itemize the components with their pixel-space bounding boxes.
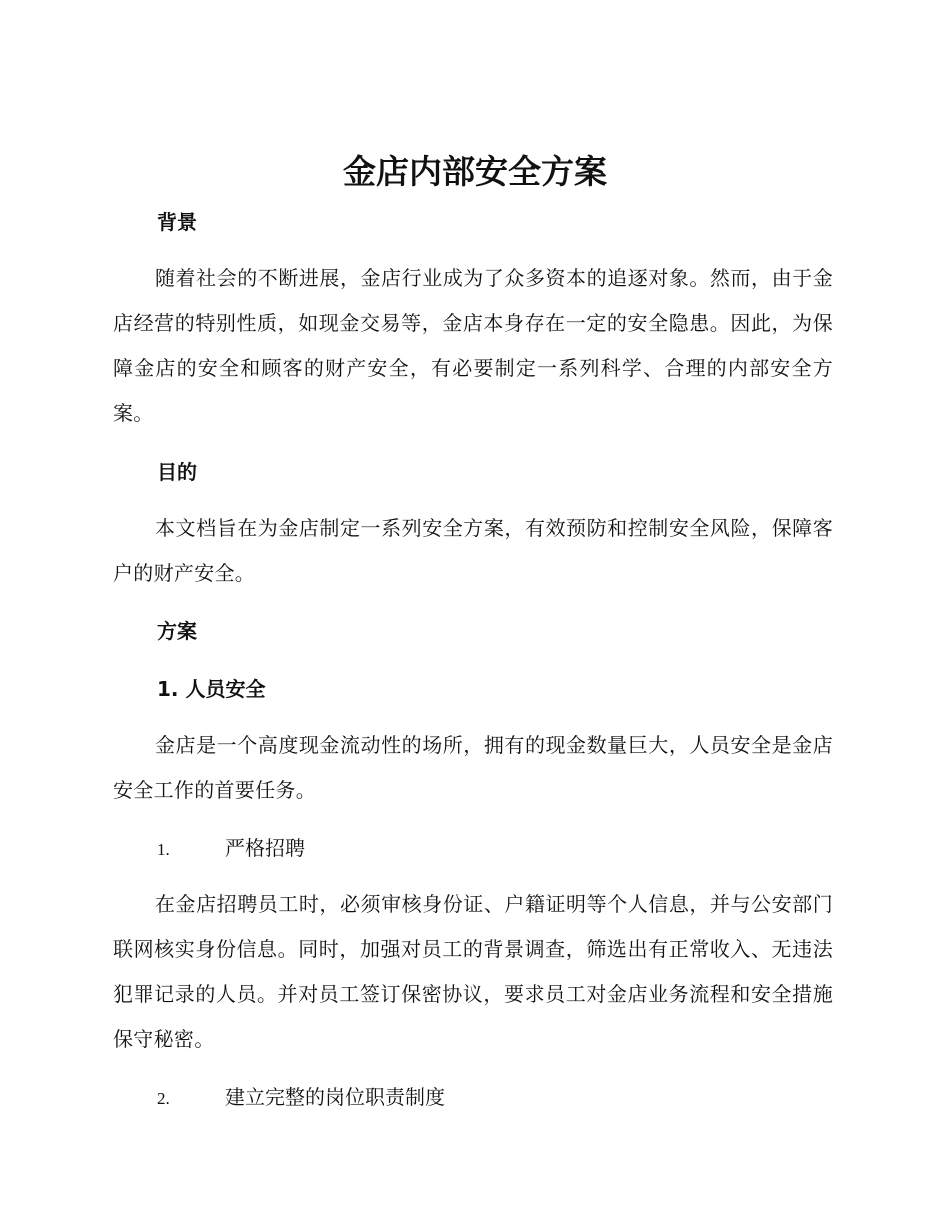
heading-plan: 方案 xyxy=(157,619,197,643)
list-item-strict-recruitment xyxy=(157,834,305,864)
paragraph-personnel-intro: 金店是一个高度现金流动性的场所，拥有的现金数量巨大，人员安全是金店安全工作的首要任务。 xyxy=(113,733,833,802)
list-item-number: 1. xyxy=(157,840,170,859)
list-item-job-responsibility xyxy=(157,1083,445,1113)
subheading-personnel-security: 1. 人员安全 xyxy=(157,677,266,701)
heading-background: 背景 xyxy=(157,210,197,234)
paragraph-background: 随着社会的不断进展，金店行业成为了众多资本的追逐对象。然而，由于金店经营的特别性质，如现金交易等，金店本身存在一定的安全隐患。因此，为保障金店的安全和顾客的财产安全，有必要制定一系列科学、合理的内部安全方案。 xyxy=(113,266,833,425)
list-item-title: 建立完整的岗位职责制度 xyxy=(225,1085,445,1109)
document-title: 金店内部安全方案 xyxy=(343,152,607,191)
list-item-title: 严格招聘 xyxy=(225,836,305,860)
heading-purpose: 目的 xyxy=(157,460,197,484)
paragraph-strict-recruitment: 在金店招聘员工时，必须审核身份证、户籍证明等个人信息，并与公安部门联网核实身份信息。同时，加强对员工的背景调查，筛选出有正常收入、无违法犯罪记录的人员。并对员工签订保密协议，要求员工对金店业务流程和安全措施保守秘密。 xyxy=(113,892,833,1051)
list-item-number: 2. xyxy=(157,1089,170,1108)
paragraph-purpose: 本文档旨在为金店制定一系列安全方案，有效预防和控制安全风险，保障客户的财产安全。 xyxy=(113,516,833,585)
